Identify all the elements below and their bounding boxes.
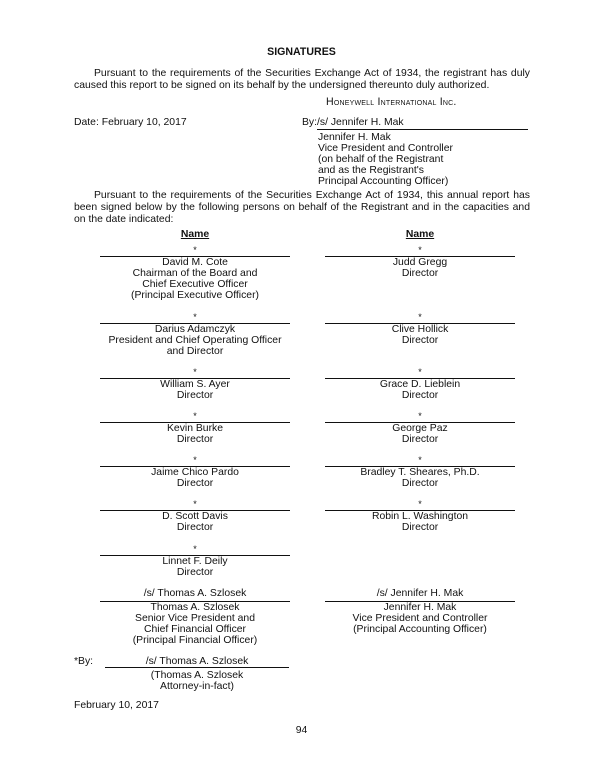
signature-star: * <box>193 312 197 322</box>
signature-star: * <box>193 455 197 465</box>
registrant-signature: /s/ Jennifer H. Mak <box>317 117 404 128</box>
signatory-title: Director <box>176 478 214 489</box>
signature-star: * <box>418 312 422 322</box>
by-label: By: <box>302 117 318 128</box>
signature-cell <box>100 367 290 401</box>
signatory-title: Chief Executive Officer <box>142 279 248 290</box>
signature-cell <box>100 411 290 445</box>
signature-date: Date: February 10, 2017 <box>74 117 187 128</box>
signatory-title: (Principal Accounting Officer) <box>353 624 487 635</box>
signatory-name: George Paz <box>392 423 448 434</box>
signature-star: * <box>193 411 197 421</box>
signatory-title: Director <box>401 522 439 533</box>
signer-line: (on behalf of the Registrant <box>318 154 444 165</box>
attorney-line: (Thomas A. Szlosek <box>150 670 244 681</box>
signature-star: * <box>193 499 197 509</box>
signatory-title: Director <box>401 268 439 279</box>
page-title: SIGNATURES <box>267 46 336 58</box>
signatory-name: William S. Ayer <box>160 379 230 390</box>
signature-star: * <box>418 455 422 465</box>
registrant-signature-line <box>317 117 528 130</box>
signature-star: * <box>418 367 422 377</box>
signatory-name: Clive Hollick <box>391 324 449 335</box>
signature-cell <box>100 544 290 578</box>
attorney-block <box>105 670 289 692</box>
signatory-name: Thomas A. Szlosek <box>150 602 240 613</box>
signature-cell <box>325 245 515 279</box>
signatory-title: Director <box>176 522 214 533</box>
signatory-name: Robin L. Washington <box>371 511 469 522</box>
signature-star: * <box>418 499 422 509</box>
signatory-name: Bradley T. Sheares, Ph.D. <box>360 467 480 478</box>
signatory-name: Jaime Chico Pardo <box>151 467 239 478</box>
signature-star: * <box>193 245 197 255</box>
pao-signature: /s/ Jennifer H. Mak <box>376 588 464 599</box>
signature-cell <box>325 312 515 346</box>
signatory-title: Director <box>401 478 439 489</box>
registrant-signer-block <box>318 132 453 187</box>
signatory-name: Grace D. Lieblein <box>379 379 461 390</box>
attorney-signature: /s/ Thomas A. Szlosek <box>105 656 289 668</box>
certification-paragraph: Pursuant to the requirements of the Securities Exchange Act of 1934, this annual report has been signed below by the following persons on behalf of the Registrant and in the capacities and on the date indicated: <box>74 190 530 225</box>
signer-line: Jennifer H. Mak <box>318 132 391 143</box>
signature-cell <box>100 312 290 357</box>
intro-paragraph: Pursuant to the requirements of the Securities Exchange Act of 1934, the registrant has duly caused this report to be signed on its behalf by the undersigned thereunto duly authorized. <box>74 68 530 91</box>
signatory-title: (Principal Executive Officer) <box>130 290 259 301</box>
signature-star: * <box>418 411 422 421</box>
signer-line: Principal Accounting Officer) <box>318 176 449 187</box>
signature-cell <box>100 499 290 533</box>
signature-star: * <box>193 367 197 377</box>
signatory-title: Director <box>401 335 439 346</box>
signature-cell <box>325 499 515 533</box>
cfo-signature: /s/ Thomas A. Szlosek <box>143 588 247 599</box>
signature-cell <box>100 245 290 301</box>
signatory-name: Darius Adamczyk <box>154 324 236 335</box>
signatory-title: Director <box>176 390 214 401</box>
signatory-title: Director <box>176 567 214 578</box>
signatory-title: and Director <box>166 346 224 357</box>
signature-cell <box>325 367 515 401</box>
signatory-title: Chairman of the Board and <box>132 268 258 279</box>
signature-star: * <box>193 544 197 554</box>
signatory-title: President and Chief Operating Officer <box>108 335 282 346</box>
signature-star: * <box>418 245 422 255</box>
attorney-line: Attorney-in-fact) <box>160 681 234 692</box>
signature-cell <box>325 411 515 445</box>
signatory-name: Linnet F. Deily <box>162 556 228 567</box>
signer-line: Vice President and Controller <box>318 143 453 154</box>
signatory-title: Senior Vice President and <box>135 613 255 624</box>
signatory-title: (Principal Financial Officer) <box>132 635 258 646</box>
attorney-by-label: *By: <box>74 656 94 667</box>
company-name: Honeywell International Inc. <box>326 96 457 108</box>
signer-line: and as the Registrant's <box>318 165 424 176</box>
signatory-name: Judd Gregg <box>392 257 448 268</box>
signatory-name: D. Scott Davis <box>162 511 228 522</box>
footer-date: February 10, 2017 <box>74 700 159 711</box>
pao-signature-cell <box>325 588 515 635</box>
signatory-title: Director <box>401 390 439 401</box>
right-column-heading: Name <box>405 229 435 240</box>
cfo-signature-cell <box>100 588 290 646</box>
signatory-name: Jennifer H. Mak <box>383 602 457 613</box>
signatory-title: Vice President and Controller <box>352 613 488 624</box>
signature-cell <box>325 455 515 489</box>
left-column-heading: Name <box>180 229 210 240</box>
signatory-name: Kevin Burke <box>166 423 224 434</box>
signatory-title: Chief Financial Officer <box>143 624 247 635</box>
signatory-name: David M. Cote <box>162 257 228 268</box>
page-number: 94 <box>295 725 308 736</box>
signature-cell <box>100 455 290 489</box>
signatory-title: Director <box>176 434 214 445</box>
signatory-title: Director <box>401 434 439 445</box>
